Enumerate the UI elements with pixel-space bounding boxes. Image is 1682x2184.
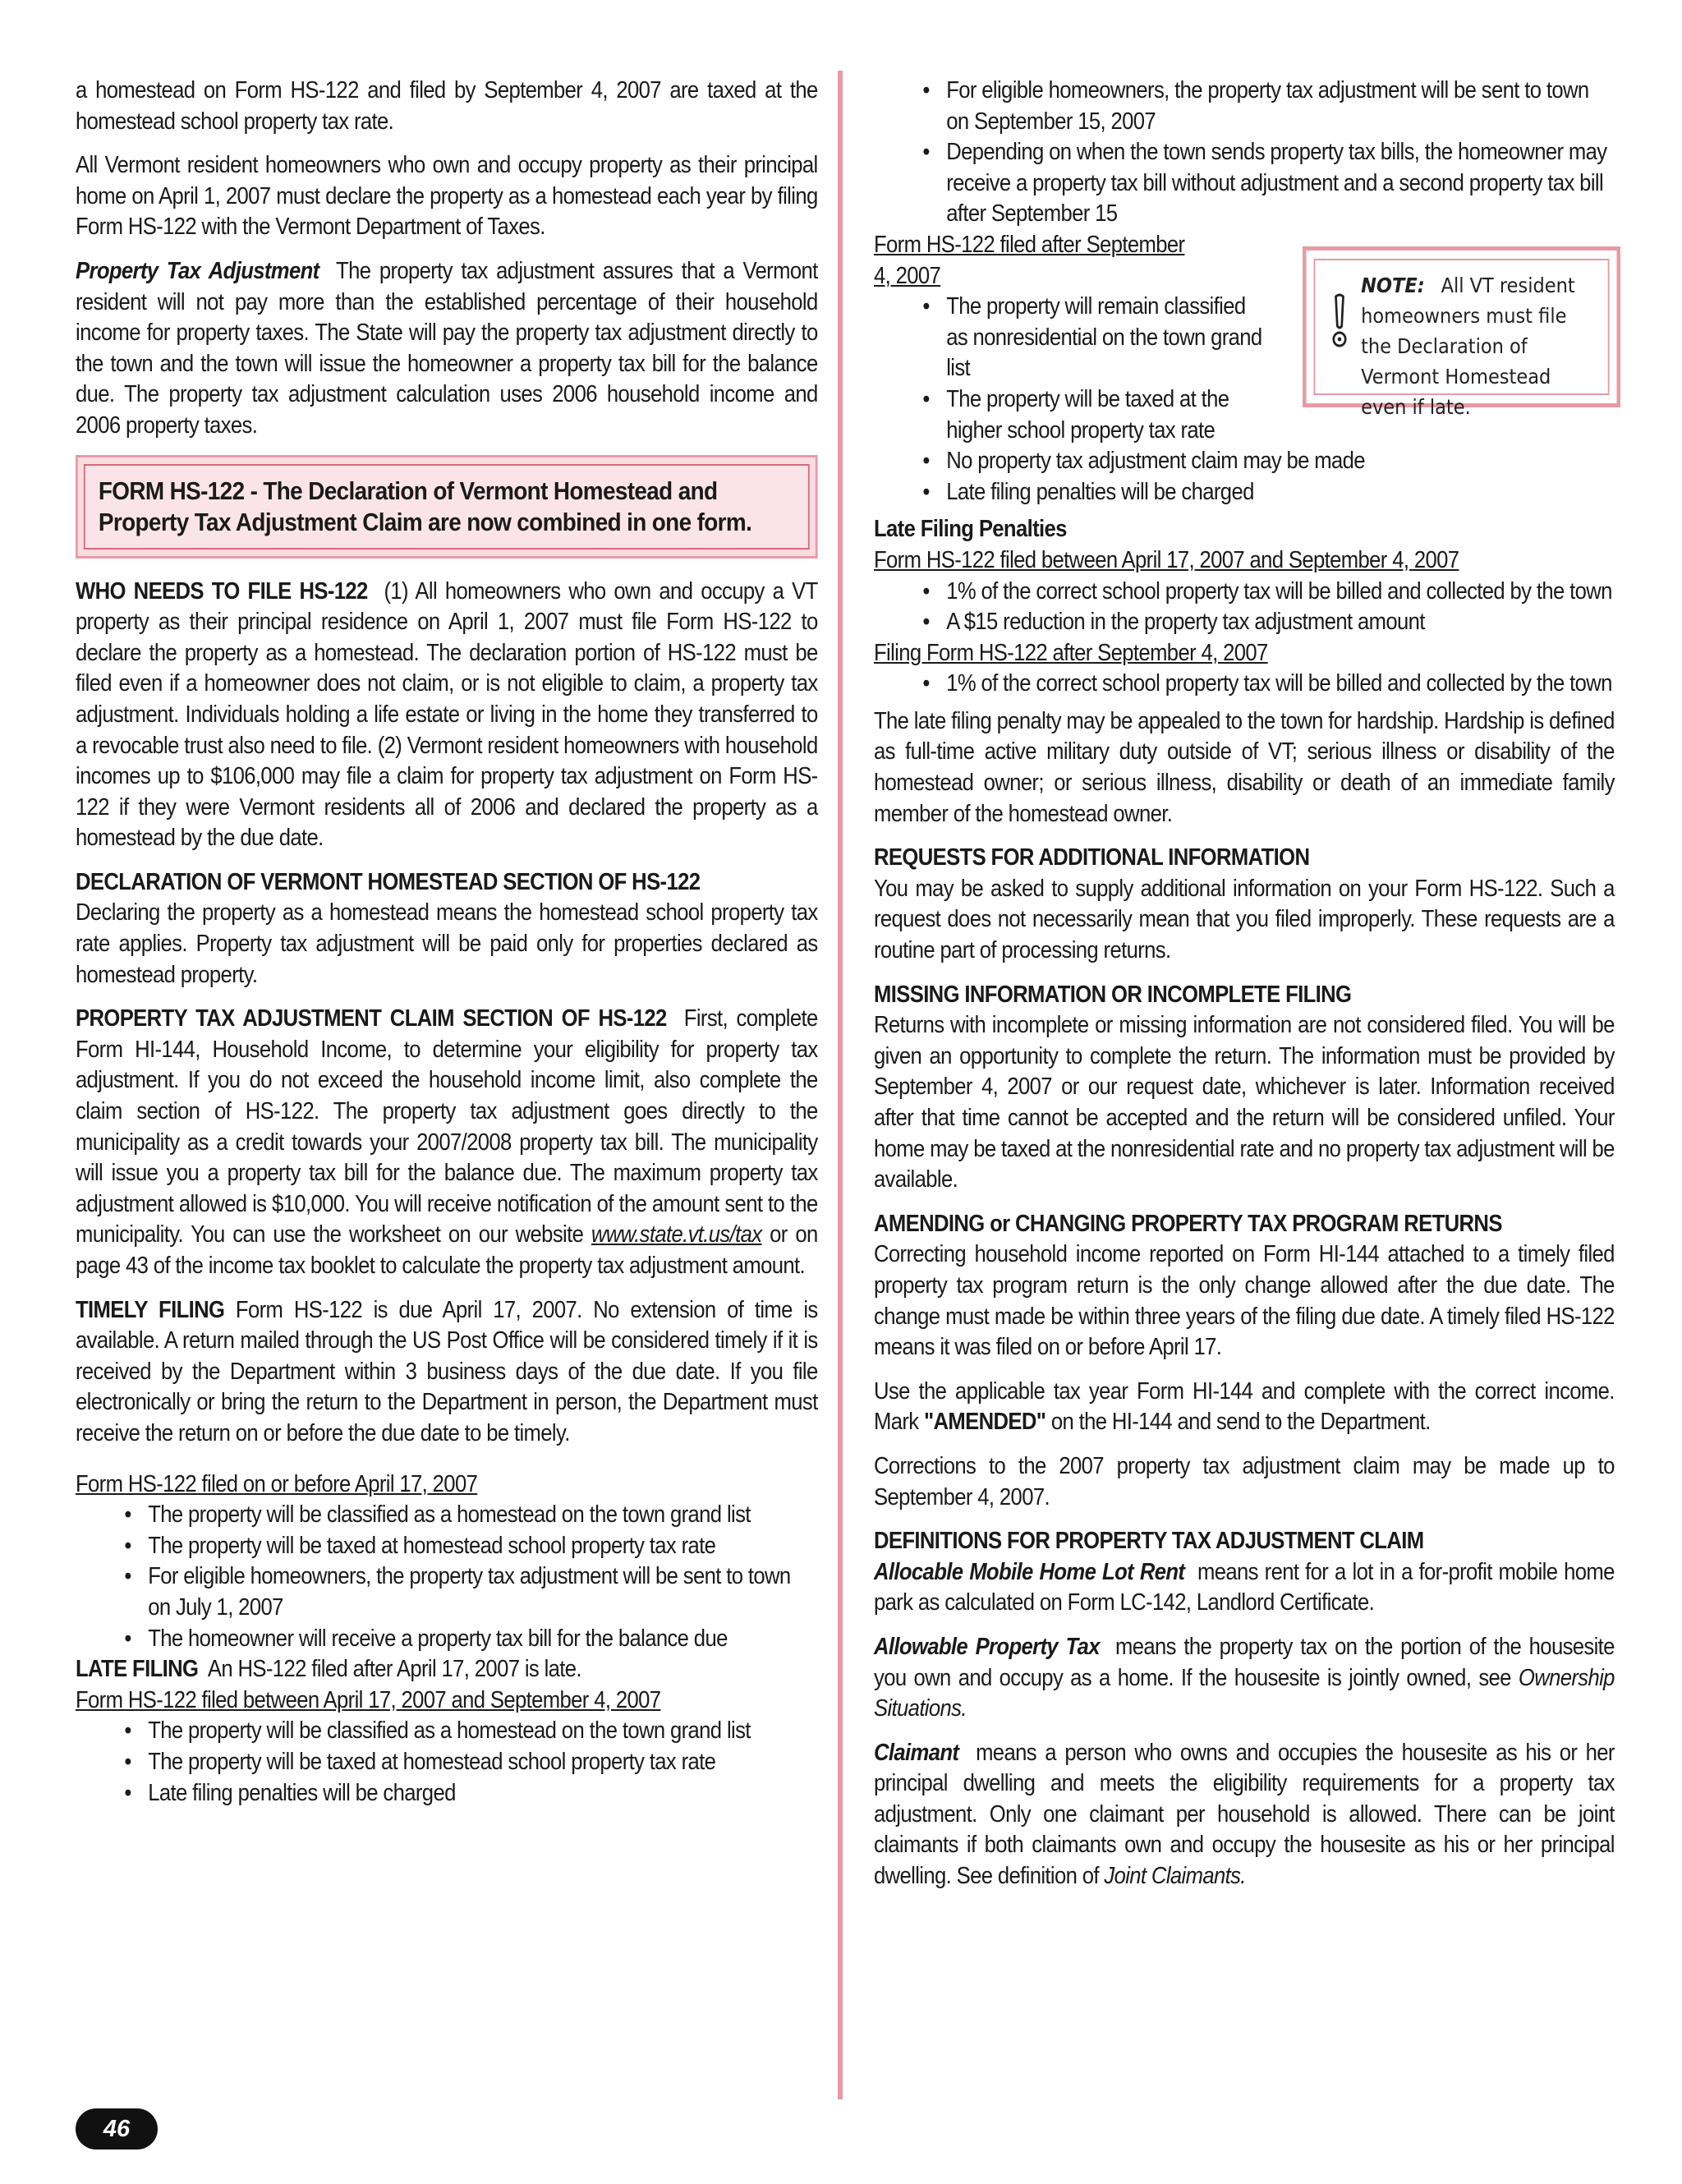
section-text: (1) All homeowners who own and occupy a VT property as their principal residence on April 1, 2007 must file Form HS-122 to declare the property as a homestead. The declaration portion of HS-122 must be filed even if a homeowner does not claim, or is not eligible to claim, a property tax adjustment. Individuals holding a life estate or living in the home they transferred to a revocable trust also need to file. (2) Vermont resident homeowners with household incomes up to $106,000 may file a claim for property tax adjustment on Form HS-122 if they were Vermont residents all of 2006 and declared the property as a homestead by the due date. bbox=[76, 577, 818, 852]
definition-ref: Ownership Situations. bbox=[874, 1664, 1615, 1722]
list-item: • For eligible homeowners, the property tax adjustment will be sent to town on September 15, 2007 bbox=[874, 76, 1615, 137]
list-item: • A $15 reduction in the property tax adjustment amount bbox=[874, 607, 1615, 638]
list-item: • The property will be taxed at homestead school property tax rate bbox=[76, 1531, 818, 1562]
definition-ref: Joint Claimants. bbox=[1104, 1863, 1246, 1890]
amended-label: "AMENDED" bbox=[923, 1409, 1046, 1436]
list-item: • 1% of the correct school property tax will be billed and collected by the town bbox=[874, 577, 1615, 608]
definition bbox=[874, 1557, 1615, 1619]
list-item: • The homeowner will receive a property tax bill for the balance due bbox=[76, 1624, 818, 1655]
section-text: First, complete Form HI-144, Household Income, to determine your eligibility for property tax adjustment. If you do not exceed the household income limit, also complete the claim section of HS-122. The property tax adjustment goes directly to the municipality as a credit towards your 2007/2008 property tax bill. The municipality will issue you a property tax bill for the balance due. The maximum property tax adjustment allowed is $10,000. You will receive notification of the amount sent to the municipality. You can use the worksheet on our website bbox=[76, 1005, 818, 1248]
after-sept-block bbox=[874, 230, 1243, 292]
note-inner-border bbox=[1314, 259, 1610, 419]
section-text: Use the applicable tax year Form HI-144 and complete with the correct income. Mark bbox=[874, 1377, 1615, 1436]
subheading: Filing Form HS-122 after September 4, 2007 bbox=[874, 639, 1268, 666]
definition-term: Claimant bbox=[874, 1739, 959, 1766]
section-heading: AMENDING or CHANGING PROPERTY TAX PROGRAM RETURNS bbox=[874, 1210, 1502, 1237]
section-text: Declaring the property as a homestead means the homestead school property tax rate applies. Property tax adjustment will be paid only for properties declared as homestead property. bbox=[76, 899, 818, 988]
list-item: • Late filing penalties will be charged bbox=[874, 477, 1615, 508]
list-item: • Late filing penalties will be charged bbox=[76, 1778, 818, 1809]
section-text: An HS-122 filed after April 17, 2007 is late. bbox=[207, 1656, 581, 1683]
section-text: Corrections to the 2007 property tax adjustment claim may be made up to September 4, 2007. bbox=[874, 1452, 1615, 1510]
section-text: Returns with incomplete or missing information are not considered filed. You will be given an opportunity to complete the return. The information must be provided by September 4, 2007 or our request date, whichever is later. Information received after that time cannot be accepted and the return will be considered unfiled. Your home may be taxed at the nonresidential rate and no property tax adjustment will be available. bbox=[874, 1012, 1615, 1193]
column-divider bbox=[838, 71, 843, 2099]
note-text-block bbox=[1361, 270, 1601, 422]
left-column bbox=[76, 76, 818, 1809]
exclamation-icon bbox=[1329, 293, 1351, 351]
section-text: You may be asked to supply additional information on your Form HS-122. Such a request does not necessarily mean that you filed improperly. These requests are a routine part of processing returns. bbox=[874, 875, 1615, 964]
list-item: • No property tax adjustment claim may be made bbox=[874, 446, 1615, 477]
pta-paragraph bbox=[76, 256, 818, 442]
subheading: Form HS-122 filed between April 17, 2007 and September 4, 2007 bbox=[76, 1686, 661, 1713]
bullet-list bbox=[76, 1716, 818, 1809]
definition-text: means a person who owns and occupies the housesite as his or her principal dwelling and meets the eligibility requirements for a property tax adjustment. Only one claimant per household is allowed. There can be joint claimants if both claimants own and occupy the housesite as his or her principal dwelling. See definition of bbox=[874, 1739, 1615, 1890]
note-text: All VT resident homeowners must file the Declaration of Vermont Homestead even if late. bbox=[1361, 274, 1575, 419]
definition-text: means rent for a lot in a for-profit mobile home park as calculated on Form LC-142, Landlord Certificate. bbox=[874, 1558, 1615, 1616]
subheading: Form HS-122 filed between April 17, 2007 and September 4, 2007 bbox=[874, 546, 1459, 573]
claim-paragraph bbox=[76, 1004, 818, 1281]
note-box bbox=[1303, 246, 1620, 419]
section-text: The late filing penalty may be appealed to the town for hardship. Hardship is defined as full-time active military duty outside of VT; serious illness or disability of the homestead owner; or serious illness, disability or death of an immediate family member of the homestead owner. bbox=[874, 707, 1615, 827]
callout-box bbox=[76, 455, 818, 559]
section-heading: PROPERTY TAX ADJUSTMENT CLAIM SECTION OF HS-122 bbox=[76, 1005, 667, 1032]
section-heading: Late Filing Penalties bbox=[874, 516, 1067, 543]
late-paragraph bbox=[76, 1654, 818, 1685]
list-item: • The property will be taxed at the higher school property tax rate bbox=[874, 384, 1262, 446]
list-item: • The property will be classified as a homestead on the town grand list bbox=[76, 1716, 818, 1747]
definition-term: Allowable Property Tax bbox=[874, 1633, 1100, 1660]
paragraph: All Vermont resident homeowners who own and occupy property as their principal home on April 1, 2007 must declare the property as a homestead each year by filing Form HS-122 with the Vermont Department of Taxes. bbox=[76, 152, 818, 241]
callout-text: FORM HS-122 - The Declaration of Vermont Homestead and Property Tax Adjustment Claim are now combined in one form. bbox=[84, 464, 810, 549]
section-heading: DEFINITIONS FOR PROPERTY TAX ADJUSTMENT CLAIM bbox=[874, 1528, 1424, 1555]
section-heading: TIMELY FILING bbox=[76, 1296, 225, 1323]
definition-term: Allocable Mobile Home Lot Rent bbox=[874, 1558, 1185, 1585]
use-paragraph bbox=[874, 1377, 1615, 1438]
who-paragraph bbox=[76, 577, 818, 854]
right-column bbox=[874, 76, 1615, 1906]
section-heading: MISSING INFORMATION OR INCOMPLETE FILING bbox=[874, 981, 1352, 1008]
note-label: NOTE: bbox=[1361, 274, 1425, 297]
bullet-list bbox=[874, 577, 1615, 638]
subheading: Form HS-122 filed after September bbox=[874, 231, 1185, 258]
list-item: • The property will be classified as a homestead on the town grand list bbox=[76, 1500, 818, 1531]
timely-paragraph bbox=[76, 1295, 818, 1450]
term-text: The property tax adjustment assures that a Vermont resident will not pay more than the established percentage of their household income for property taxes. The State will pay the property tax adjustment directly to the town and the town will issue the homeowner a property tax bill for the balance due. The property tax adjustment calculation uses 2006 household income and 2006 property taxes. bbox=[76, 257, 818, 439]
list-item: • The property will be taxed at homestead school property tax rate bbox=[76, 1747, 818, 1778]
website-link[interactable]: www.state.vt.us/tax bbox=[591, 1221, 762, 1248]
paragraph: a homestead on Form HS-122 and filed by September 4, 2007 are taxed at the homestead school property tax rate. bbox=[76, 77, 818, 135]
subheading: Form HS-122 filed on or before April 17, 2007 bbox=[76, 1470, 478, 1497]
definition-text: means the property tax on the portion of the housesite you own and occupy as a home. If the housesite is jointly owned, see bbox=[874, 1633, 1615, 1691]
page-number: 46 bbox=[76, 2108, 158, 2150]
list-item: • The property will remain classified as nonresidential on the town grand list bbox=[874, 292, 1262, 384]
definition bbox=[874, 1632, 1615, 1725]
section-text: Correcting household income reported on Form HI-144 attached to a timely filed property tax program return is the only change allowed after the due date. The change must made be within three years of the filing due date. A timely filed HS-122 means it was filed on or before April 17. bbox=[874, 1241, 1615, 1361]
section-heading: LATE FILING bbox=[76, 1656, 199, 1683]
term: Property Tax Adjustment bbox=[76, 257, 319, 284]
definition bbox=[874, 1738, 1615, 1892]
bullet-list bbox=[874, 669, 1615, 700]
list-item: • For eligible homeowners, the property tax adjustment will be sent to town on July 1, 2007 bbox=[76, 1561, 818, 1623]
section-heading: WHO NEEDS TO FILE HS-122 bbox=[76, 577, 368, 605]
list-item: • Depending on when the town sends property tax bills, the homeowner may receive a property tax bill without adjustment and a second property tax bill after September 15 bbox=[874, 137, 1615, 230]
section-heading: REQUESTS FOR ADDITIONAL INFORMATION bbox=[874, 844, 1310, 871]
section-text: or on page 43 of the income tax booklet to calculate the property tax adjustment amount. bbox=[76, 1221, 818, 1279]
section-heading: DECLARATION OF VERMONT HOMESTEAD SECTION OF HS-122 bbox=[76, 868, 701, 895]
bullet-list bbox=[76, 1500, 818, 1654]
subheading: 4, 2007 bbox=[874, 262, 941, 289]
bullet-list bbox=[874, 76, 1615, 230]
list-item: • 1% of the correct school property tax will be billed and collected by the town bbox=[874, 669, 1615, 700]
section-text: on the HI-144 and send to the Department. bbox=[1050, 1409, 1431, 1436]
section-text: Form HS-122 is due April 17, 2007. No extension of time is available. A return mailed through the US Post Office will be considered timely if it is received by the Department within 3 business days of the due date. If you file electronically or bring the return to the Department in person, the Department must receive the return on or before the due date to be timely. bbox=[76, 1296, 818, 1446]
